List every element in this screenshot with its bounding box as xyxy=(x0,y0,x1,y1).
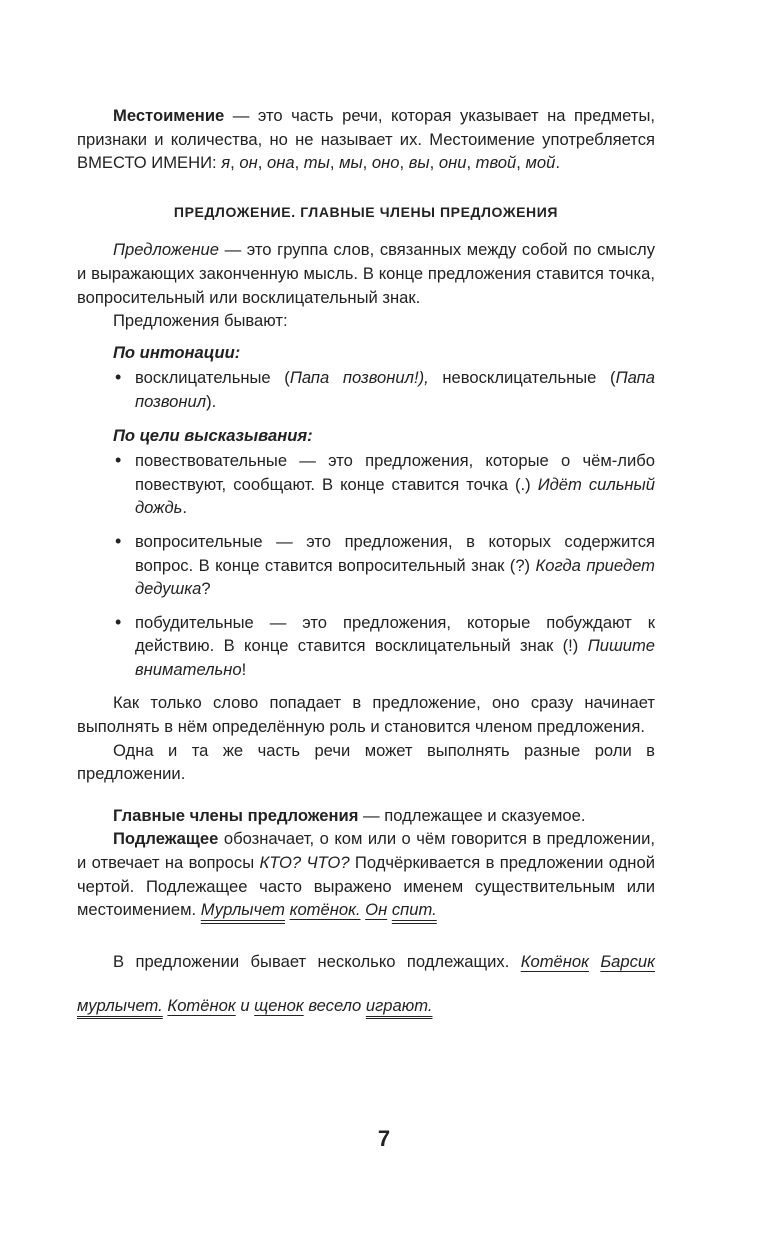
list-item: • восклицательные (Папа позвонил!), невосклицательные (Папа позвонил). xyxy=(113,366,655,413)
example-subject: Он xyxy=(365,900,388,920)
intonation-list xyxy=(113,366,655,413)
example-subject: котёнок. xyxy=(289,900,361,920)
list-item: • повествовательные — это предложения, которые о чём-либо повествуют, сообщают. В конце ставится точка (.) Идёт сильный дождь. xyxy=(113,449,655,520)
list-item: • побудительные — это предложения, которые побуждают к действию. В конце ставится восклицательный знак (!) Пишите внимательно! xyxy=(113,611,655,682)
sentence-definition: Предложение — это группа слов, связанных между собой по смыслу и выражающих законченную мысль. В конце предложения ставится точка, вопросительный или восклицательный знак. xyxy=(77,240,655,307)
main-members: Главные члены предложения — подлежащее и сказуемое. xyxy=(113,805,586,825)
section-heading: ПРЕДЛОЖЕНИЕ. ГЛАВНЫЕ ЧЛЕНЫ ПРЕДЛОЖЕНИЯ xyxy=(173,203,559,220)
kinds-intro: Предложения бывают: xyxy=(113,311,288,331)
page-number: 7 xyxy=(377,1126,391,1151)
multiple-subjects: В предложении бывает несколько подлежащих. Котёнок Барсик мурлычет. Котёнок и щенок весело играют. xyxy=(77,951,655,1015)
example-predicate: Мурлычет xyxy=(200,900,285,920)
example-predicate: спит. xyxy=(391,900,437,920)
purpose-list xyxy=(113,449,655,681)
list-item: • вопросительные — это предложения, в которых содержится вопрос. В конце ставится вопросительный знак (?) Когда приедет дедушка? xyxy=(113,530,655,601)
subject-definition: Подлежащее обозначает, о ком или о чём говорится в предложении, и отвечает на вопросы КТО? ЧТО? Подчёркивается в предложении одной чертой. Подлежащее часто выражено именем существительным или местоимением. Мурлычет котёнок. Он спит. xyxy=(77,829,655,920)
page-body xyxy=(77,104,655,1028)
paragraph-parts: Одна и та же часть речи может выполнять разные роли в предложении. xyxy=(77,740,655,784)
pronoun-definition: Местоимение — это часть речи, которая указывает на предметы, признаки и количества, но не называет их. Местоимение употребляется ВМЕСТО ИМЕНИ: я, он, она, ты, мы, оно, вы, они, твой, мой. xyxy=(77,106,655,173)
intonation-title: По интонации: xyxy=(113,342,241,362)
purpose-title: По цели высказывания: xyxy=(113,425,313,445)
pronoun-term: Местоимение xyxy=(113,106,225,125)
paragraph-role: Как только слово попадает в предложение, оно сразу начинает выполнять в нём определённую роль и становится членом предложения. xyxy=(77,693,655,737)
